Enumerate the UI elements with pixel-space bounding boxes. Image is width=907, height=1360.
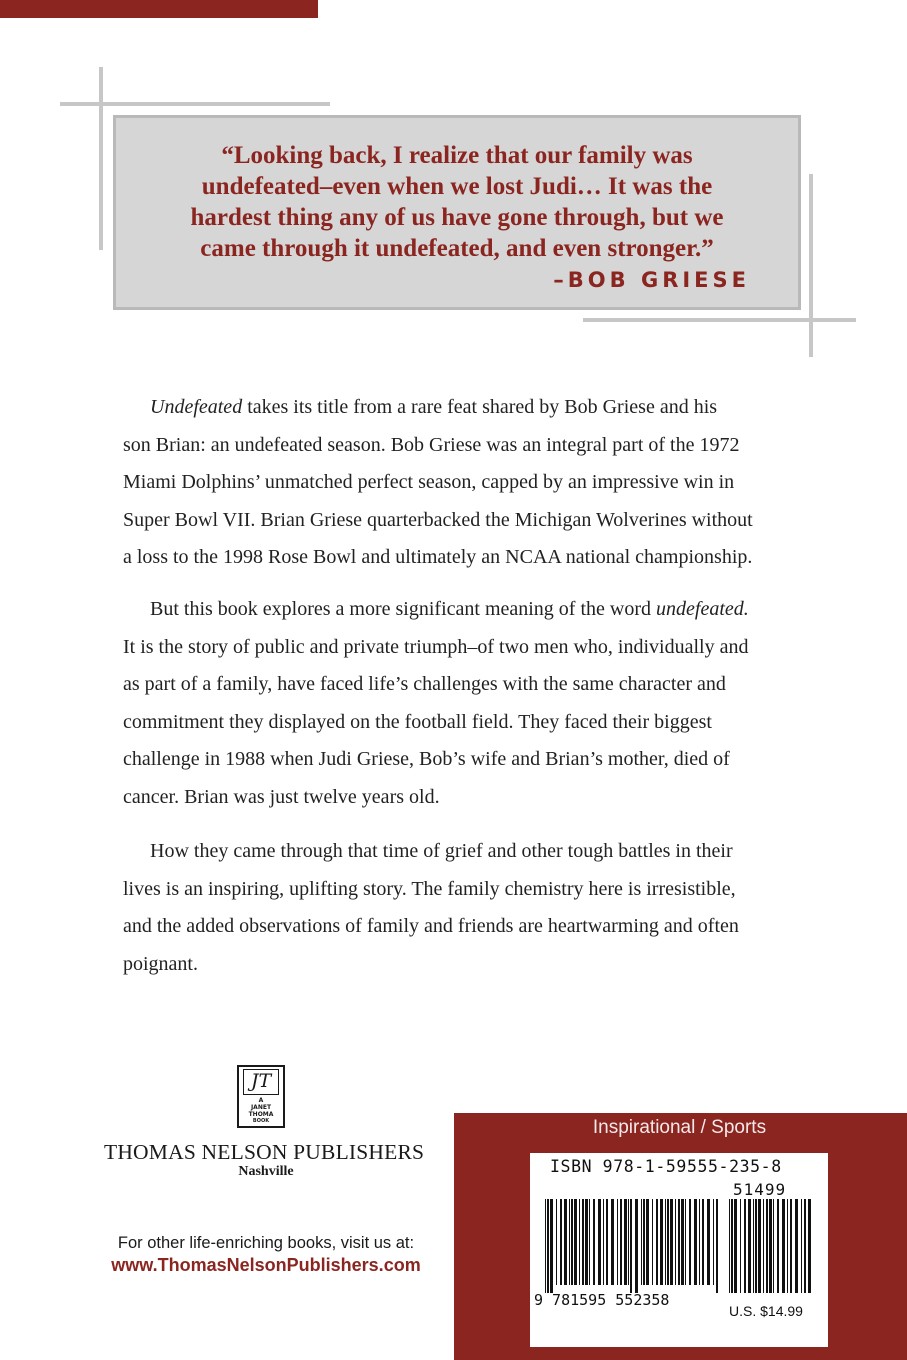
rule-bottom-vertical <box>809 174 813 357</box>
barcode-bar <box>560 1199 562 1285</box>
barcode-bar <box>564 1199 567 1285</box>
barcode-bar <box>675 1199 676 1285</box>
body-line <box>123 389 813 427</box>
barcode-bar <box>635 1199 638 1293</box>
body-line-text: takes its title from a rare feat shared by Bob Griese and his <box>242 396 718 418</box>
barcode-bar <box>769 1199 772 1293</box>
price-code: 51499 <box>733 1180 787 1199</box>
barcode-bar <box>808 1199 811 1293</box>
barcode-bar <box>620 1199 622 1285</box>
barcode-bar <box>582 1199 584 1285</box>
publisher-name: THOMAS NELSON PUBLISHERS <box>104 1140 425 1164</box>
barcode-bar <box>579 1199 580 1285</box>
barcode-bar <box>753 1199 754 1293</box>
barcode-bar <box>716 1199 718 1293</box>
barcode-bar <box>593 1199 595 1285</box>
barcode-bar <box>656 1199 658 1285</box>
barcode-bar <box>665 1199 666 1285</box>
barcode-bar <box>782 1199 785 1293</box>
publisher-url: www.ThomasNelsonPublishers.com <box>111 1255 421 1275</box>
barcode-bar <box>646 1199 649 1285</box>
body-line: commitment they displayed on the football field. They faced their biggest <box>123 710 712 733</box>
barcode-bar <box>550 1199 553 1293</box>
barcode-bar <box>787 1199 788 1293</box>
ean-barcode <box>545 1199 721 1293</box>
barcode-bar <box>545 1199 546 1293</box>
barcode-box <box>530 1153 828 1347</box>
emphasis-word: undefeated. <box>656 598 749 620</box>
barcode-bar <box>569 1199 570 1285</box>
barcode-bar <box>804 1199 806 1293</box>
imprint-text-book: BOOK <box>252 1118 270 1124</box>
body-line: poignant. <box>123 952 198 975</box>
pull-quote-box <box>113 115 801 310</box>
barcode-bar <box>801 1199 802 1293</box>
barcode-bar <box>758 1199 761 1293</box>
barcode-bar <box>777 1199 779 1293</box>
barcode-bar <box>795 1199 798 1293</box>
barcode-bar <box>707 1199 710 1285</box>
body-line: as part of a family, have faced life’s challenges with the same character and <box>123 673 726 695</box>
body-line: lives is an inspiring, uplifting story. The family chemistry here is irresistible, <box>123 877 736 900</box>
body-line: Super Bowl VII. Brian Griese quarterbacked the Michigan Wolverines without <box>123 508 753 531</box>
pull-quote-line: hardest thing any of us have gone through, but we <box>190 204 724 231</box>
rule-bottom-horizontal <box>583 318 856 322</box>
quote-attribution: –BOB GRIESE <box>553 268 750 292</box>
price-label: U.S. $14.99 <box>729 1303 803 1319</box>
barcode-bar <box>694 1199 697 1285</box>
barcode-bar <box>681 1199 684 1285</box>
imprint-text-janet: JANET <box>250 1104 272 1111</box>
barcode-bar <box>617 1199 618 1285</box>
barcode-bar <box>603 1199 604 1285</box>
body-line: How they came through that time of grief and other tough battles in their <box>150 840 733 862</box>
back-cover-panel <box>454 1113 907 1360</box>
body-line: son Brian: an undefeated season. Bob Griese was an integral part of the 1972 <box>123 433 740 456</box>
body-line: Miami Dolphins’ unmatched perfect season, capped by an impressive win in <box>123 471 735 493</box>
barcode-bar <box>585 1199 588 1285</box>
addon-barcode <box>729 1199 811 1301</box>
description-paragraph-2 <box>123 591 813 816</box>
body-line: and the added observations of family and friends are heartwarming and often <box>123 915 739 937</box>
barcode-bar <box>611 1199 614 1285</box>
barcode-bar <box>689 1199 691 1285</box>
barcode-bar <box>547 1199 549 1293</box>
barcode-bar <box>699 1199 700 1285</box>
barcode-bar <box>748 1199 751 1293</box>
category-text: Inspirational / Sports <box>592 1117 767 1138</box>
isbn-text: ISBN 978-1-59555-235-8 <box>550 1157 782 1176</box>
pull-quote-line: came through it undefeated, and even stronger.” <box>200 235 714 262</box>
pull-quote-line: “Looking back, I realize that our family was <box>221 142 693 169</box>
barcode-bar <box>713 1199 714 1285</box>
barcode-bar <box>755 1199 757 1293</box>
barcode-bar <box>678 1199 680 1285</box>
barcode-bar <box>589 1199 590 1285</box>
barcode-bar <box>571 1199 573 1285</box>
body-line: It is the story of public and private triumph–of two men who, individually and <box>123 635 749 658</box>
barcode-bar <box>574 1199 577 1285</box>
barcode-bar <box>606 1199 608 1285</box>
pull-quote <box>116 140 798 264</box>
barcode-bar <box>773 1199 774 1293</box>
rule-top-vertical <box>99 67 103 250</box>
barcode-bar <box>628 1199 629 1285</box>
body-line <box>123 591 813 629</box>
barcode-bar <box>641 1199 642 1285</box>
category-label <box>454 1117 907 1139</box>
barcode-bar <box>685 1199 686 1285</box>
pull-quote-line: undefeated–even when we lost Judi… It was the <box>201 173 713 200</box>
barcode-bar <box>652 1199 653 1285</box>
barcode-bar <box>630 1199 632 1293</box>
book-title: Undefeated <box>150 396 243 418</box>
body-line: a loss to the 1998 Rose Bowl and ultimately an NCAA national championship. <box>123 546 753 568</box>
barcode-bar <box>740 1199 741 1293</box>
body-line: challenge in 1988 when Judi Griese, Bob’s wife and Brian’s mother, died of <box>123 748 730 770</box>
barcode-bar <box>556 1199 557 1285</box>
barcode-bar <box>766 1199 768 1293</box>
visit-text: For other life-enriching books, visit us at: <box>117 1234 415 1252</box>
description-paragraph-1 <box>123 389 813 577</box>
barcode-bar <box>702 1199 704 1285</box>
barcode-bar <box>598 1199 601 1285</box>
barcode-bar <box>790 1199 792 1293</box>
barcode-bar <box>643 1199 645 1285</box>
barcode-bar <box>763 1199 764 1293</box>
imprint-monogram: JT <box>243 1069 279 1095</box>
janet-thoma-imprint-logo <box>237 1065 285 1128</box>
barcode-bar <box>667 1199 669 1285</box>
barcode-bar <box>729 1199 730 1293</box>
top-accent-bar <box>0 0 318 18</box>
body-line-text: But this book explores a more significant meaning of the word <box>150 598 657 620</box>
body-line: cancer. Brian was just twelve years old. <box>123 785 440 808</box>
barcode-bar <box>731 1199 733 1293</box>
barcode-bar <box>660 1199 663 1285</box>
barcode-bar <box>670 1199 673 1285</box>
barcode-bar <box>734 1199 737 1293</box>
barcode-digits: 9 781595 552358 <box>534 1291 670 1309</box>
imprint-text-a: A <box>258 1097 264 1104</box>
description-paragraph-3 <box>123 833 813 983</box>
barcode-bar <box>624 1199 627 1285</box>
imprint-text-thoma: THOMA <box>248 1111 274 1118</box>
publisher-city: Nashville <box>238 1164 294 1179</box>
barcode-bar <box>744 1199 746 1293</box>
